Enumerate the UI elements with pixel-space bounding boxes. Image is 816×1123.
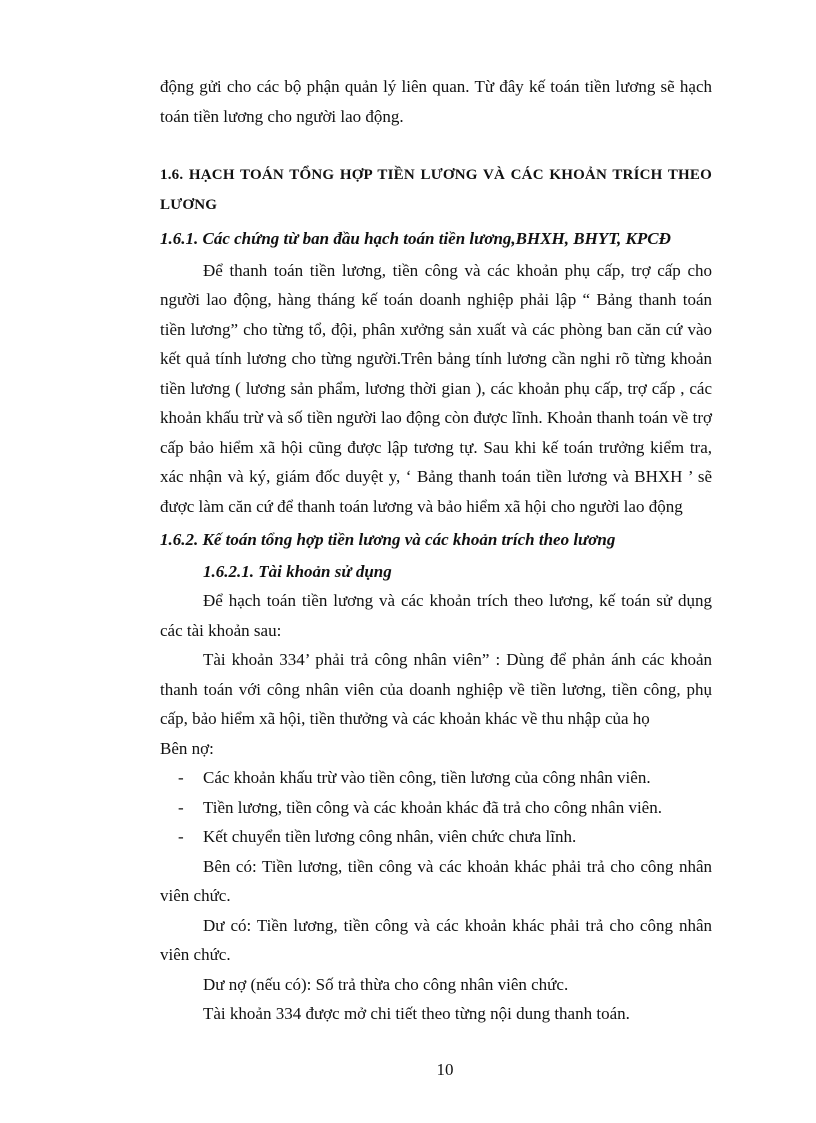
page-number: 10 <box>436 1060 454 1079</box>
account-334-description: Tài khoản 334’ phải trả công nhân viên” : Dùng để phản ánh các khoản thanh toán với công nhân viên của doanh nghiệp về tiền lương, tiền công, phụ cấp, bảo hiểm xã hội, tiền thưởng và các khoản khác về thu nhập của họ <box>160 650 712 728</box>
list-item <box>160 763 712 793</box>
credit-side-paragraph: Bên có: Tiền lương, tiền công và các khoản khác phải trả cho công nhân viên chức. <box>160 856 712 905</box>
accounts-intro: Để hạch toán tiền lương và các khoản trích theo lương, kế toán sử dụng các tài khoản sau: <box>160 591 712 640</box>
account-334-detail-paragraph: Tài khoản 334 được mở chi tiết theo từng nội dung thanh toán. <box>203 1004 630 1023</box>
subsection-1-heading: 1.6.1. Các chứng từ ban đầu hạch toán tiền lương,BHXH, BHYT, KPCĐ <box>160 229 671 248</box>
section-heading: 1.6. HẠCH TOÁN TỔNG HỢP TIỀN LƯƠNG VÀ CÁC KHOẢN TRÍCH THEO LƯƠNG <box>160 167 712 213</box>
bullet-dash: - <box>178 797 184 817</box>
list-item-text: Kết chuyển tiền lương công nhân, viên chức chưa lĩnh. <box>203 827 577 846</box>
list-item-text: Các khoản khấu trừ vào tiền công, tiền lương của công nhân viên. <box>203 768 651 787</box>
bullet-dash: - <box>178 827 184 846</box>
credit-balance-paragraph: Dư có: Tiền lương, tiền công và các khoản khác phải trả cho công nhân viên chức. <box>160 915 712 964</box>
subsection-1-paragraph: Để thanh toán tiền lương, tiền công và các khoản phụ cấp, trợ cấp cho người lao động, hàng tháng kế toán doanh nghiệp phải lập “ Bảng thanh toán tiền lương” cho từng tổ, đội, phân xưởng sản xuất và các phòng ban căn cứ vào kết quả tính lương cho từng người.Trên bảng tính lương cần nghi rõ từng khoản tiền lương ( lương sản phẩm, lương thời gian ), các khoản phụ cấp, trợ cấp , các khoản khấu trừ và số tiền người lao động còn được lĩnh. Khoản thanh toán về trợ cấp bảo hiểm xã hội cũng được lập tương tự. Sau khi kế toán trưởng kiểm tra, xác nhận và ký, giám đốc duyệt y, ‘ Bảng thanh toán tiền lương và BHXH ’ sẽ được làm căn cứ để thanh toán lương và bảo hiểm xã hội cho người lao động <box>160 260 712 516</box>
debit-list <box>160 763 712 852</box>
subsection-2-heading: 1.6.2. Kế toán tổng hợp tiền lương và các khoản trích theo lương <box>160 530 616 549</box>
list-item-text: Tiền lương, tiền công và các khoản khác đã trả cho công nhân viên. <box>203 797 662 817</box>
intro-paragraph: động gửi cho các bộ phận quản lý liên quan. Từ đây kế toán tiền lương sẽ hạch toán tiền lương cho người lao động. <box>160 77 712 126</box>
list-item <box>160 822 712 852</box>
debit-balance-paragraph: Dư nợ (nếu có): Số trả thừa cho công nhân viên chức. <box>203 974 569 994</box>
document-page <box>160 72 712 1029</box>
subsection-2-1-heading: 1.6.2.1. Tài khoản sử dụng <box>203 561 392 581</box>
bullet-dash: - <box>178 768 184 787</box>
list-item <box>160 793 712 823</box>
debit-label: Bên nợ: <box>160 738 214 758</box>
